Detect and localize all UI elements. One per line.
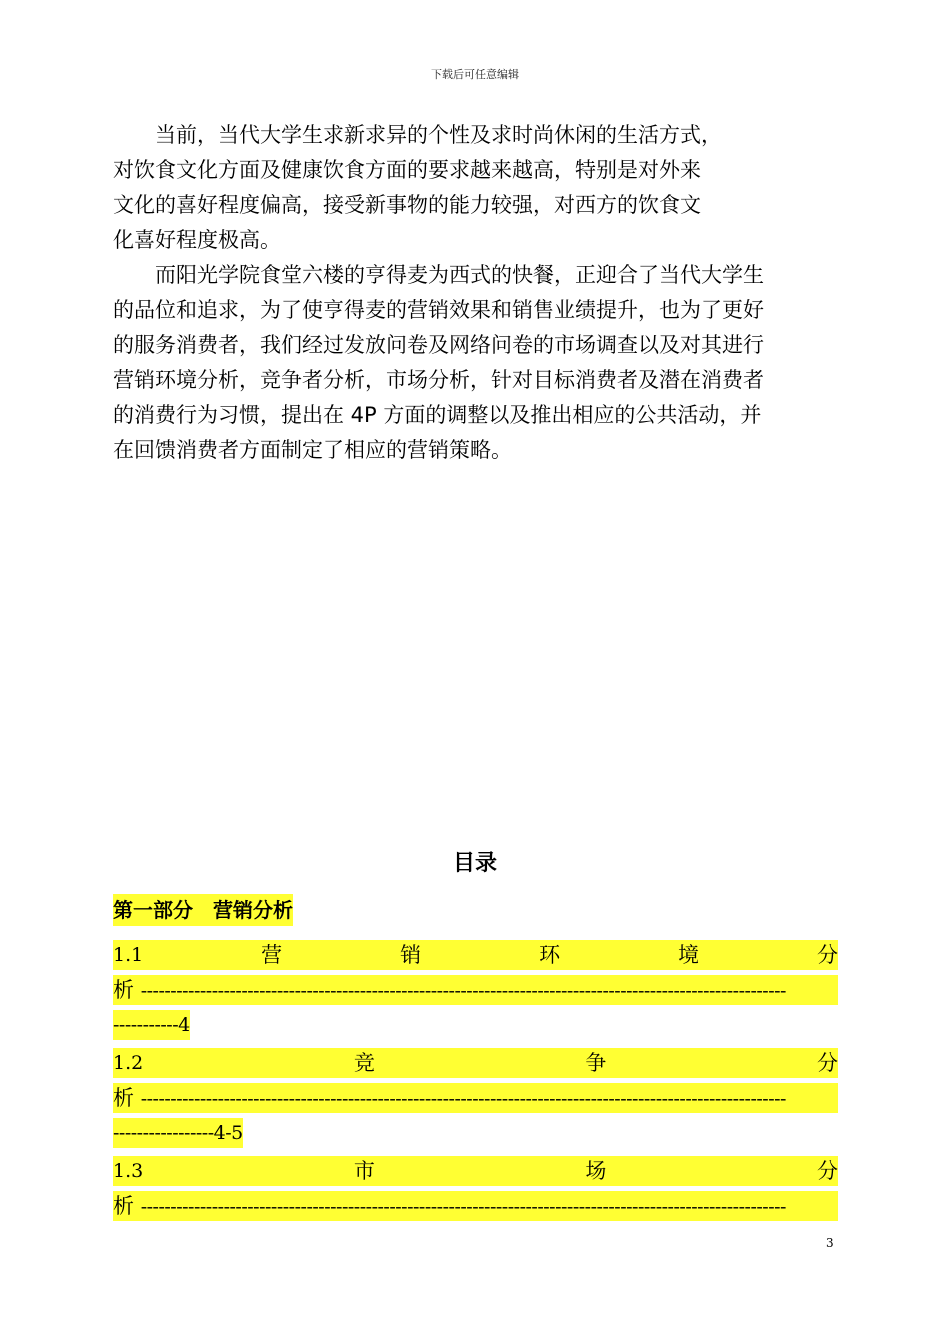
toc-entry-number: 1.3 — [113, 1160, 144, 1182]
toc-entry-1-1[interactable] — [113, 940, 838, 970]
toc-entry-1-1-page: -----------4 — [113, 1010, 190, 1040]
toc-entry-char: 营 — [261, 943, 283, 967]
toc-leader-dashes: ------------------------------------------------------------------------------------------------------------- — [140, 980, 786, 1002]
toc-part-heading: 第一部分 营销分析 — [113, 894, 293, 926]
toc-leader-dashes: ------------------------------------------------------------------------------------------------------------- — [140, 1196, 786, 1218]
toc-entry-char: 场 — [585, 1159, 607, 1183]
paragraph-line: 的服务消费者，我们经过发放问卷及网络问卷的市场调查以及对其进行 — [113, 333, 764, 357]
intro-paragraph-1 — [113, 118, 838, 258]
paragraph-line: 在回馈消费者方面制定了相应的营销策略。 — [113, 438, 512, 462]
toc-entry-number: 1.1 — [113, 944, 144, 966]
toc-title: 目录 — [452, 851, 497, 876]
toc-entry-1-3-leader — [113, 1191, 838, 1221]
toc-entry-1-2-page: -----------------4-5 — [113, 1118, 243, 1148]
toc-entry-char: 分 — [817, 1051, 838, 1075]
toc-entry-char: 销 — [400, 943, 422, 967]
toc-entry-lead: 析 — [113, 1086, 134, 1110]
paragraph-line: 而阳光学院食堂六楼的亨得麦为西式的快餐，正迎合了当代大学生 — [113, 263, 764, 287]
toc-entry-1-2[interactable] — [113, 1048, 838, 1078]
toc-entry-char: 竞 — [353, 1051, 375, 1075]
page-header: 下载后可任意编辑 — [431, 68, 519, 81]
paragraph-line: 营销环境分析，竞争者分析，市场分析，针对目标消费者及潜在消费者 — [113, 368, 764, 392]
toc-entry-1-1-leader — [113, 975, 838, 1005]
toc-entry-char: 境 — [678, 943, 700, 967]
paragraph-line: 的品位和追求，为了使亨得麦的营销效果和销售业绩提升，也为了更好 — [113, 298, 764, 322]
toc-leader-dashes: ------------------------------------------------------------------------------------------------------------- — [140, 1088, 786, 1110]
paragraph-line: 的消费行为习惯，提出在 4P 方面的调整以及推出相应的公共活动，并 — [113, 403, 762, 427]
paragraph-line: 当前，当代大学生求新求异的个性及求时尚休闲的生活方式， — [113, 123, 722, 147]
page-number: 3 — [826, 1236, 834, 1250]
toc-entry-char: 争 — [585, 1051, 607, 1075]
toc-entry-char: 分 — [816, 943, 838, 967]
toc-entry-char: 市 — [353, 1159, 375, 1183]
toc-entry-1-2-leader — [113, 1083, 838, 1113]
toc-entry-1-3[interactable] — [113, 1156, 838, 1186]
paragraph-line: 化喜好程度极高。 — [113, 228, 281, 252]
toc-entry-char: 环 — [539, 943, 561, 967]
toc-entry-number: 1.2 — [113, 1052, 144, 1074]
toc-entry-lead: 析 — [113, 978, 134, 1002]
intro-paragraph-2 — [113, 258, 838, 468]
toc-entry-lead: 析 — [113, 1194, 134, 1218]
toc-entry-char: 分 — [817, 1159, 838, 1183]
paragraph-line: 文化的喜好程度偏高，接受新事物的能力较强，对西方的饮食文 — [113, 193, 701, 217]
paragraph-line: 对饮食文化方面及健康饮食方面的要求越来越高，特别是对外来 — [113, 158, 701, 182]
